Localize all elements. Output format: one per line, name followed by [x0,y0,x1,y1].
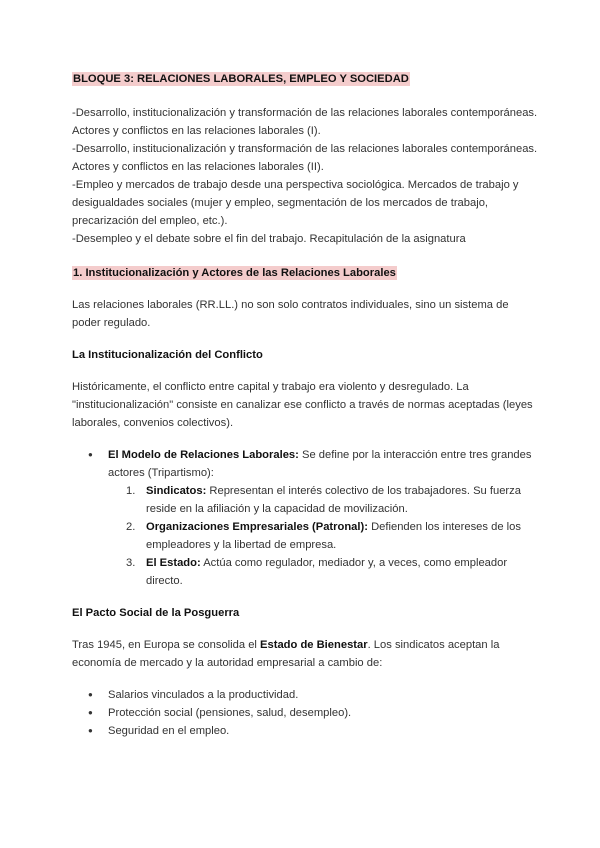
conflict-paragraph: Históricamente, el conflicto entre capital y trabajo era violento y desregulado. La "institucionalización" consiste en canalizar ese conflicto a través de normas aceptadas (leyes laborales, convenios colectivos). [72,381,533,429]
actor-label: El Estado: [146,557,201,569]
actor-item [126,482,540,518]
pact-bullet: ● Protección social (pensiones, salud, desempleo). [108,704,540,722]
model-text: Se define por la interacción entre tres grandes actores (Tripartismo): [108,449,532,479]
actor-label: Sindicatos: [146,485,207,497]
actor-item [126,554,540,590]
actor-number: 1. [126,485,136,497]
pact-text-after: . Los sindicatos aceptan la economía de mercado y la autoridad empresarial a cambio de: [72,639,500,669]
model-bullet [108,446,540,590]
pact-list [72,686,540,740]
actor-text: Actúa como regulador, mediador y, a veces, como empleador directo. [146,557,508,587]
section-intro: Las relaciones laborales (RR.LL.) no son solo contratos individuales, sino un sistema de poder regulado. [72,299,509,329]
actor-item [126,518,540,554]
section-title-highlight: 1. Institucionalización y Actores de las Relaciones Laborales [73,267,396,279]
pact-bullet: ● Salarios vinculados a la productividad. [108,686,540,704]
intro-line: -Empleo y mercados de trabajo desde una perspectiva sociológica. Mercados de trabajo y desigualdades sociales (mujer y empleo, segmentación de los mercados de trabajo, precarización del empleo, etc.). [72,179,519,227]
intro-line: -Desarrollo, institucionalización y transformación de las relaciones laborales contemporáneas. Actores y conflictos en las relaciones laborales (I). [72,107,538,137]
block-title-highlight: BLOQUE 3: RELACIONES LABORALES, EMPLEO Y SOCIEDAD [73,73,409,85]
actor-text: Defienden los intereses de los empleadores y la libertad de empresa. [146,521,521,551]
intro-line: -Desempleo y el debate sobre el fin del trabajo. Recapitulación de la asignatura [72,233,466,245]
pact-text-before: Tras 1945, en Europa se consolida el [72,639,261,651]
pact-bullet: ● Seguridad en el empleo. [108,722,540,740]
conflict-heading: La Institucionalización del Conflicto [72,349,263,361]
pact-heading: El Pacto Social de la Posguerra [72,607,240,619]
section-title [72,264,540,282]
intro-list [72,104,540,248]
model-list [72,446,540,590]
block-title [72,70,540,88]
model-label: El Modelo de Relaciones Laborales: [108,449,299,461]
actor-number: 2. [126,521,136,533]
actors-list [108,482,540,590]
actor-text: Representan el interés colectivo de los trabajadores. Su fuerza reside en la afiliación y la capacidad de movilización. [146,485,521,515]
actor-label: Organizaciones Empresariales (Patronal): [146,521,368,533]
pact-text-bold: Estado de Bienestar [260,639,368,651]
actor-number: 3. [126,557,136,569]
intro-line: -Desarrollo, institucionalización y transformación de las relaciones laborales contemporáneas. Actores y conflictos en las relaciones laborales (II). [72,143,538,173]
pact-paragraph [72,636,540,672]
